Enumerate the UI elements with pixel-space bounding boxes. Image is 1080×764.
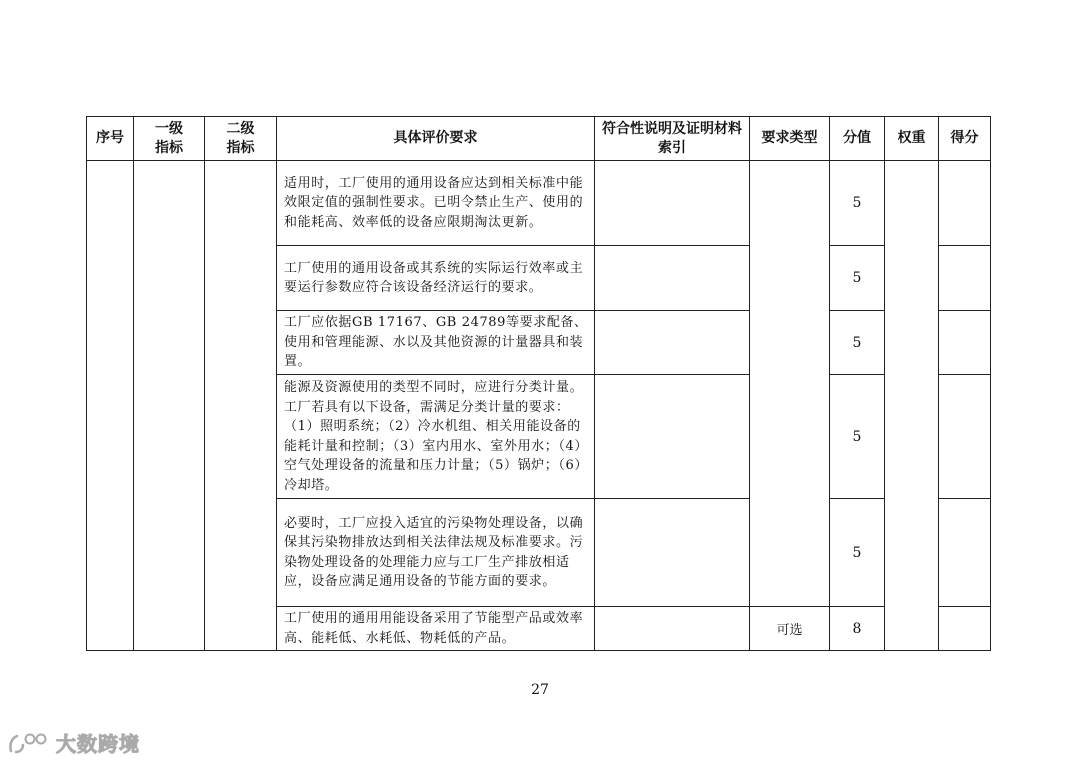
cell-level1 — [134, 161, 205, 651]
header-evidence: 符合性说明及证明材料索引 — [595, 117, 750, 161]
cell-evidence — [595, 161, 750, 246]
watermark — [8, 728, 140, 757]
cell-score: 8 — [830, 607, 885, 651]
cell-score: 5 — [830, 375, 885, 499]
cell-requirement: 工厂使用的通用设备或其系统的实际运行效率或主要运行参数应符合该设备经济运行的要求。 — [277, 246, 595, 311]
header-level1: 一级指标 — [134, 117, 205, 161]
header-type: 要求类型 — [750, 117, 830, 161]
cell-evidence — [595, 311, 750, 375]
watermark-text: 大数跨境 — [56, 732, 140, 756]
cell-obtained — [939, 246, 991, 311]
page-number: 27 — [531, 682, 549, 698]
cell-evidence — [595, 246, 750, 311]
cell-obtained — [939, 607, 991, 651]
header-requirement: 具体评价要求 — [277, 117, 595, 161]
cell-obtained — [939, 375, 991, 499]
cell-requirement: 工厂使用的通用用能设备采用了节能型产品或效率高、能耗低、水耗低、物耗低的产品。 — [277, 607, 595, 651]
table-row — [87, 161, 991, 246]
header-level2: 二级指标 — [205, 117, 277, 161]
cell-obtained — [939, 499, 991, 607]
cell-evidence — [595, 607, 750, 651]
cell-requirement: 适用时，工厂使用的通用设备应达到相关标准中能效限定值的强制性要求。已明令禁止生产、使用的和能耗高、效率低的设备应限期淘汰更新。 — [277, 161, 595, 246]
cell-no — [87, 161, 134, 651]
cell-requirement: 能源及资源使用的类型不同时，应进行分类计量。工厂若具有以下设备，需满足分类计量的要求：（1）照明系统；（2）冷水机组、相关用能设备的能耗计量和控制；（3）室内用水、室外用水；（4）空气处理设备的流量和压力计量；（5）锅炉；（6）冷却塔。 — [277, 375, 595, 499]
cell-obtained — [939, 161, 991, 246]
cell-score: 5 — [830, 311, 885, 375]
header-weight: 权重 — [885, 117, 939, 161]
cell-type: 可选 — [750, 607, 830, 651]
evaluation-table — [86, 116, 991, 651]
cell-obtained — [939, 311, 991, 375]
cell-score: 5 — [830, 161, 885, 246]
cell-level2 — [205, 161, 277, 651]
header-obtained: 得分 — [939, 117, 991, 161]
cell-score: 5 — [830, 246, 885, 311]
cell-type — [750, 161, 830, 607]
header-no: 序号 — [87, 117, 134, 161]
cell-evidence — [595, 375, 750, 499]
cell-score: 5 — [830, 499, 885, 607]
header-row — [87, 117, 991, 161]
cell-requirement: 工厂应依据GB 17167、GB 24789等要求配备、使用和管理能源、水以及其他资源的计量器具和装置。 — [277, 311, 595, 375]
cell-evidence — [595, 499, 750, 607]
cell-weight — [885, 161, 939, 651]
brand-logo-icon — [8, 731, 52, 755]
cell-requirement: 必要时，工厂应投入适宜的污染物处理设备，以确保其污染物排放达到相关法律法规及标准要求。污染物处理设备的处理能力应与工厂生产排放相适应，设备应满足通用设备的节能方面的要求。 — [277, 499, 595, 607]
header-score: 分值 — [830, 117, 885, 161]
